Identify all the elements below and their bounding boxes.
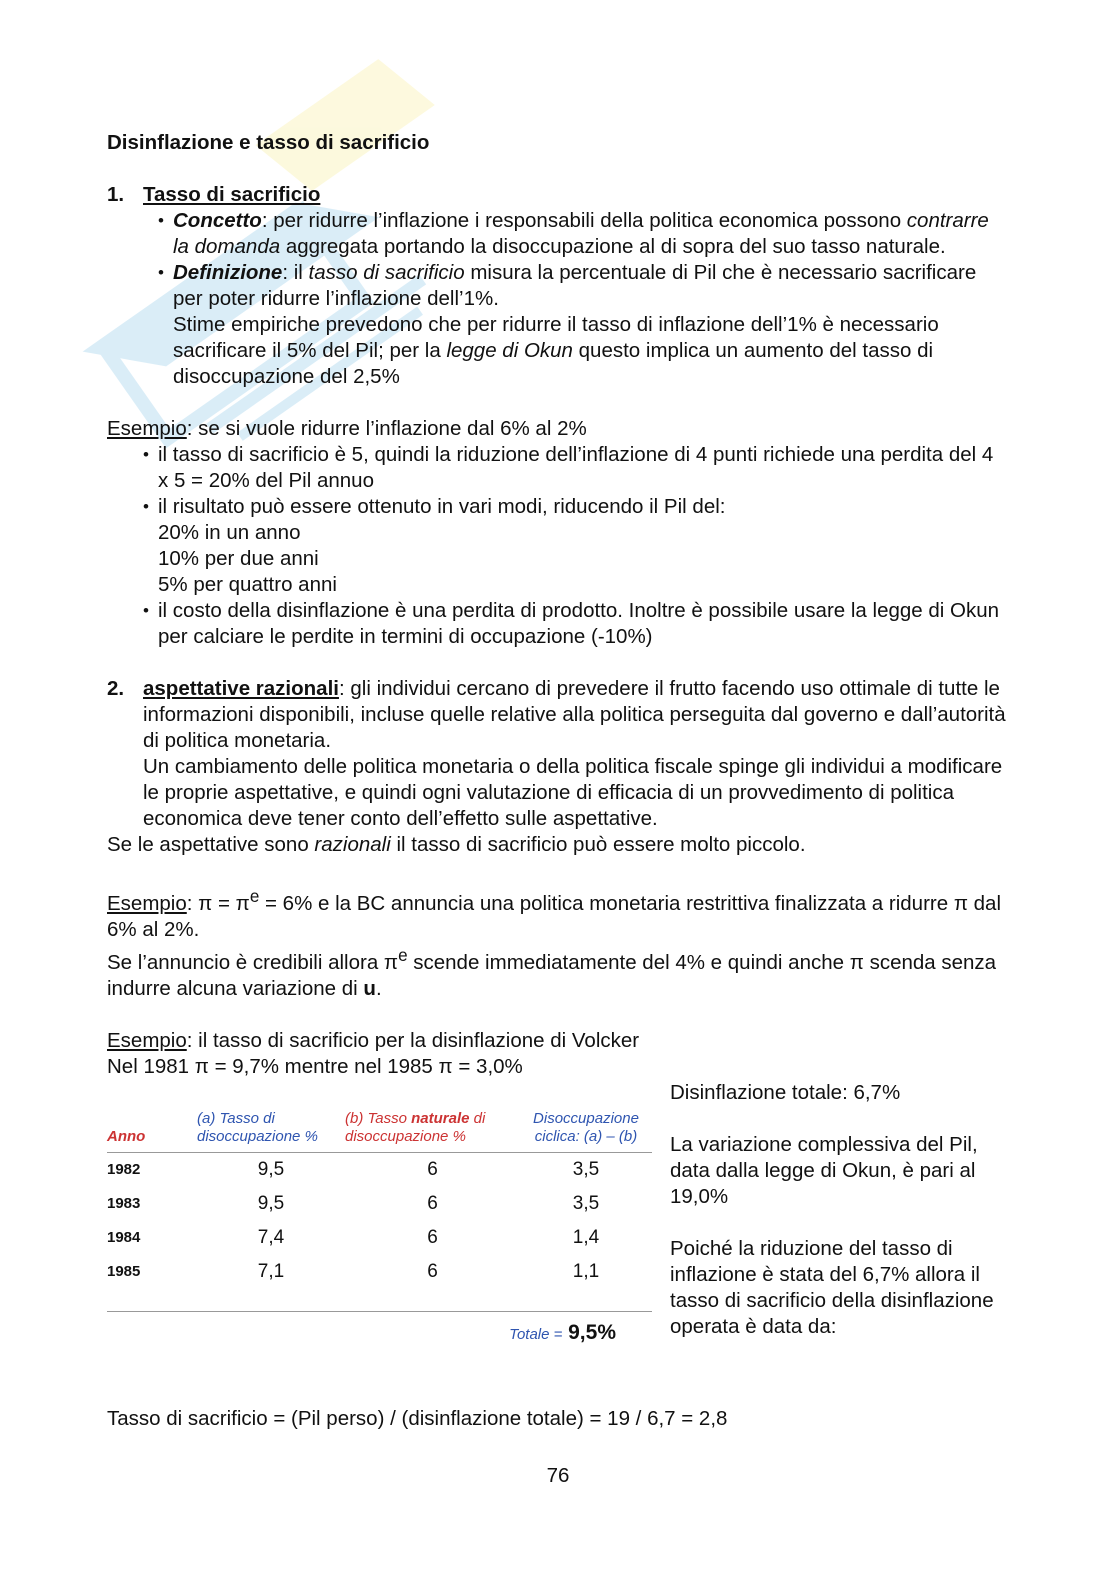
table-total: Totale = 9,5%	[509, 1320, 616, 1344]
col-a: (a) Tasso di disoccupazione %	[197, 1110, 345, 1153]
table-row: 1985 7,1 6 1,1	[107, 1260, 600, 1282]
list-item: • il costo della disinflazione è una perdita di prodotto. Inoltre è possibile usare la legge di Okun per calciare le perdite in termini di occupazione (-10%)	[143, 598, 1007, 650]
section-1-number: 1.	[107, 183, 125, 206]
list-item-definizione: • Definizione: il tasso di sacrificio misura la percentuale di Pil che è necessario sacrificare per poter ridurre l’inflazione dell’1%. Stime empiriche prevedono che per ridurre il tasso di inflazione dell’1% è necessario sacrificare il 5% del Pil; per la legge di Okun questo implica un aumento del tasso di disoccupazione del 2,5%	[158, 260, 1007, 390]
section-1	[107, 182, 1007, 390]
page-title: Disinflazione e tasso di sacrificio	[107, 131, 430, 154]
example-label: Esempio	[107, 1028, 187, 1052]
example-2: Esempio: $\pi = \pi^e = 6\%$ e la BC annuncia una politica monetaria restrittiva finalizzata a ridurre π dal 6% al 2%. Se l’annuncio è credibili allora $\pi^e$ scende immediatamente del 4% e quindi anche π scenda senza indurre alcuna variazione di u.	[107, 887, 1002, 1000]
table-row: 1982 9,5 6 3,5	[107, 1158, 600, 1180]
example-3: Esempio: il tasso di sacrificio per la disinflazione di Volcker Nel 1981 π = 9,7% mentre nel 1985 π = 3,0%	[107, 1028, 640, 1078]
section-2-heading: aspettative razionali	[143, 677, 339, 700]
list-item: • il tasso di sacrificio è 5, quindi la riduzione dell’inflazione di 4 punti richiede una perdita del 4 x 5 = 20% del Pil annuo	[143, 442, 1007, 494]
table-row: 1983 9,5 6 3,5	[107, 1192, 600, 1214]
section-2: 2. aspettative razionali: gli individui cercano di prevedere il frutto facendo uso ottimale di tutte le informazioni disponibili, incluse quelle relative alla politica perseguita dal governo e dall’autorità di politica monetaria. Un cambiamento delle politica monetaria o della politica fiscale spinge gli individui a modificare le proprie aspettative, e quindi ogni valutazione di efficacia di un provvedimento di politica economica deve tener conto dell’effetto sulle aspettative.	[107, 677, 1006, 830]
document-page	[107, 130, 1007, 1432]
col-c: Disoccupazione ciclica: (a) – (b)	[520, 1110, 652, 1153]
example-label: Esempio	[107, 417, 187, 440]
col-b: (b) Tasso naturale di disoccupazione %	[345, 1110, 520, 1153]
volcker-explanation: Disinflazione totale: 6,7% La variazione complessiva del Pil, data dalla legge di Okun, è pari al 19,0% Poiché la riduzione del tasso di inflazione è stata del 6,7% allora il tasso di sacrificio della disinflazione operata è data da:	[670, 1080, 994, 1338]
list-item-concetto: • Concetto: per ridurre l’inflazione i responsabili della politica economica possono contrarre la domanda aggregata portando la disoccupazione al di sopra del suo tasso naturale.	[158, 208, 1007, 260]
example-1: Esempio: se si vuole ridurre l’inflazione dal 6% al 2% • il tasso di sacrificio è 5, quindi la riduzione dell’inflazione di 4 punti richiede una perdita del 4 x 5 = 20% del Pil annuo • il risultato può essere ottenuto in vari modi, riducendo il Pil del: 20% in un anno 10% per due anni 5% per quattro anni • il costo della disinflazione è una perdita di prodotto. Inoltre è possibile usare la legge di Okun per calciare le perdite in termini di occupazione (-10%)	[107, 416, 1007, 650]
section-2-number: 2.	[107, 677, 125, 700]
table-total-row	[107, 1311, 652, 1352]
list-item: • il risultato può essere ottenuto in vari modi, riducendo il Pil del: 20% in un anno 10% per due anni 5% per quattro anni	[143, 494, 1007, 598]
volcker-table-wrap	[107, 1110, 652, 1352]
example-1-list	[143, 442, 1007, 650]
col-anno: Anno	[107, 1110, 197, 1153]
table-row: 1984 7,4 6 1,4	[107, 1226, 600, 1248]
volcker-block	[107, 1080, 1007, 1380]
volcker-table	[107, 1110, 652, 1289]
table-header-row	[107, 1110, 652, 1153]
section-1-list	[158, 208, 1007, 390]
section-2-conclusion: Se le aspettative sono razionali il tasso di sacrificio può essere molto piccolo.	[107, 833, 806, 856]
section-1-heading: Tasso di sacrificio	[143, 183, 321, 206]
sacrifice-formula: Tasso di sacrificio = (Pil perso) / (disinflazione totale) = 19 / 6,7 = 2,8	[107, 1406, 728, 1430]
example-label: Esempio	[107, 891, 187, 915]
page-number: 76	[546, 1464, 570, 1487]
